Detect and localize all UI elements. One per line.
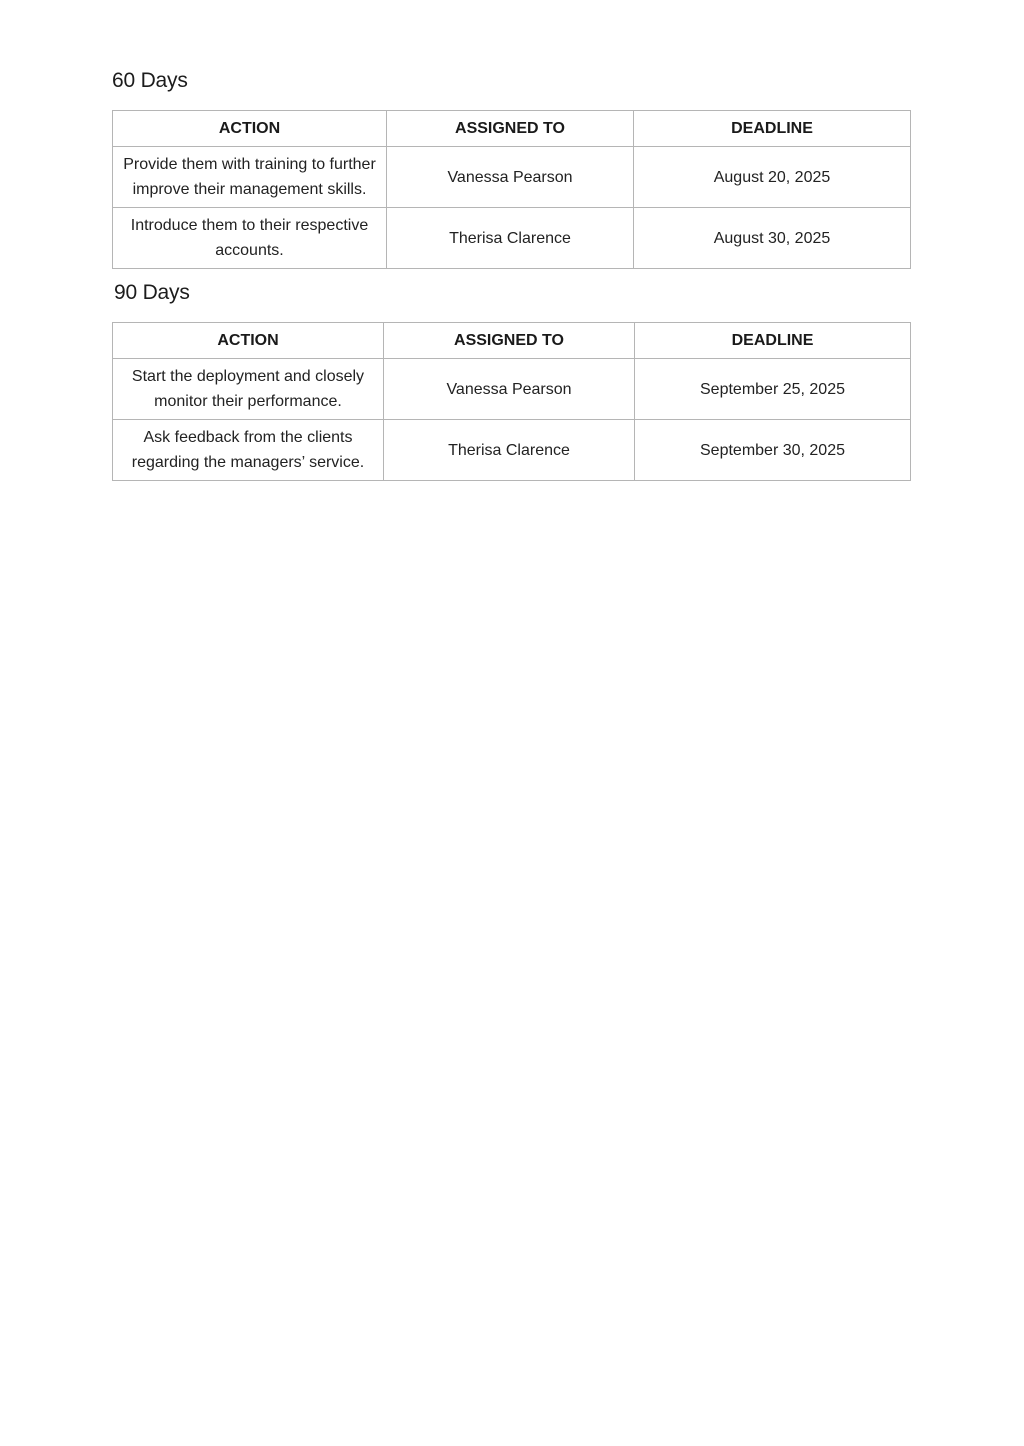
cell-deadline: August 30, 2025 (634, 208, 911, 269)
section-title: 60 Days (112, 69, 188, 92)
cell-action: Ask feedback from the clients regarding the managers’ service. (113, 420, 384, 481)
table-header-row (113, 111, 911, 147)
cell-assigned-to: Therisa Clarence (387, 208, 634, 269)
header-deadline: DEADLINE (635, 323, 911, 359)
table-row (113, 208, 911, 269)
header-deadline: DEADLINE (634, 111, 911, 147)
action-table (112, 110, 911, 269)
cell-assigned-to: Vanessa Pearson (387, 147, 634, 208)
action-table (112, 322, 911, 481)
section-60-days (112, 66, 910, 269)
table-row (113, 147, 911, 208)
table-row (113, 420, 911, 481)
header-assigned-to: ASSIGNED TO (387, 111, 634, 147)
header-action: ACTION (113, 111, 387, 147)
cell-action: Start the deployment and closely monitor their performance. (113, 359, 384, 420)
table-header-row (113, 323, 911, 359)
table-row (113, 359, 911, 420)
cell-assigned-to: Vanessa Pearson (384, 359, 635, 420)
cell-deadline: August 20, 2025 (634, 147, 911, 208)
header-assigned-to: ASSIGNED TO (384, 323, 635, 359)
cell-action: Introduce them to their respective accounts. (113, 208, 387, 269)
section-90-days (112, 278, 910, 481)
cell-assigned-to: Therisa Clarence (384, 420, 635, 481)
cell-action: Provide them with training to further improve their management skills. (113, 147, 387, 208)
cell-deadline: September 25, 2025 (635, 359, 911, 420)
section-title: 90 Days (114, 281, 190, 304)
cell-deadline: September 30, 2025 (635, 420, 911, 481)
header-action: ACTION (113, 323, 384, 359)
